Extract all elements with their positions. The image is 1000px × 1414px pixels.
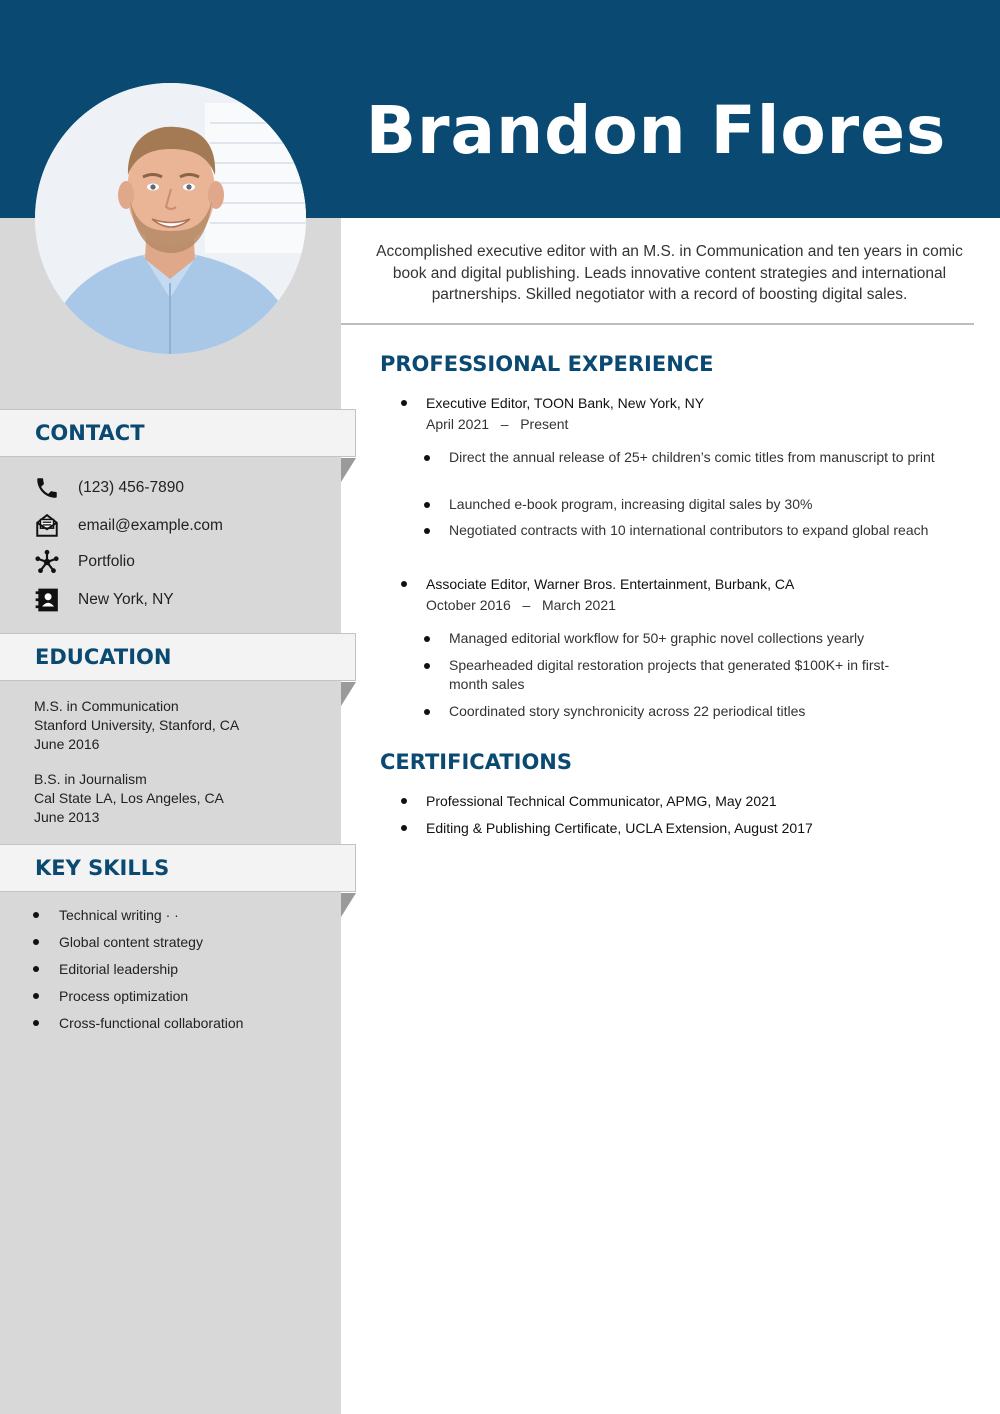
education-date: June 2016 — [34, 736, 100, 752]
education-school: Stanford University, Stanford, CA — [34, 717, 240, 733]
education-header-fold — [341, 682, 356, 706]
job-entry — [401, 395, 704, 432]
phone-text: (123) 456-7890 — [78, 479, 184, 496]
education-title: EDUCATION — [35, 645, 172, 669]
phone-icon — [33, 474, 61, 502]
skill-item — [33, 907, 179, 923]
job-role: Associate Editor, Warner Bros. Entertainment, Burbank, CA — [426, 576, 795, 592]
skill-item — [33, 988, 188, 1004]
bullet-dot — [424, 502, 430, 508]
certification-item — [401, 793, 777, 809]
education-item — [34, 770, 224, 827]
skills-title: KEY SKILLS — [35, 856, 170, 880]
job-bullet — [424, 448, 944, 467]
bullet-dot — [33, 1020, 39, 1026]
job-role: Executive Editor, TOON Bank, New York, NY — [426, 395, 705, 411]
date-separator: – — [500, 416, 509, 432]
profile-photo — [35, 83, 306, 354]
bullet-dot — [424, 709, 430, 715]
job-end: Present — [520, 416, 569, 432]
summary-divider — [341, 323, 974, 325]
envelope-icon — [33, 512, 61, 540]
certification-text: Professional Technical Communicator, APMG, May 2021 — [426, 793, 777, 809]
education-section-header — [0, 633, 356, 681]
contact-email[interactable] — [33, 512, 223, 540]
job-end: March 2021 — [541, 597, 616, 613]
experience-title: PROFESSIONAL EXPERIENCE — [380, 352, 714, 376]
skill-text: Technical writing · · — [59, 907, 179, 923]
education-degree: B.S. in Journalism — [34, 771, 147, 787]
skills-header-fold — [341, 893, 356, 917]
bullet-dot — [424, 663, 430, 669]
skill-item — [33, 934, 203, 950]
certifications-title: CERTIFICATIONS — [380, 750, 573, 774]
job-bullet — [424, 656, 894, 694]
bullet-dot — [424, 528, 430, 534]
bullet-text: Managed editorial workflow for 50+ graphic novel collections yearly — [449, 630, 865, 646]
education-degree: M.S. in Communication — [34, 698, 179, 714]
bullet-dot — [424, 636, 430, 642]
network-icon — [33, 548, 61, 576]
job-bullet — [424, 521, 944, 540]
location-text: New York, NY — [78, 591, 174, 608]
skill-text: Cross-functional collaboration — [59, 1015, 244, 1031]
job-dates — [426, 416, 704, 432]
certification-text: Editing & Publishing Certificate, UCLA Extension, August 2017 — [426, 820, 813, 836]
date-separator: – — [522, 597, 531, 613]
skill-item — [33, 961, 178, 977]
bullet-dot — [33, 939, 39, 945]
job-bullet — [424, 629, 944, 648]
certification-item — [401, 820, 813, 836]
bullet-dot — [33, 966, 39, 972]
skill-text: Editorial leadership — [59, 961, 179, 977]
contact-card-icon — [33, 586, 61, 614]
skill-text: Global content strategy — [59, 934, 203, 950]
contact-portfolio[interactable] — [33, 548, 135, 576]
education-school: Cal State LA, Los Angeles, CA — [34, 790, 224, 806]
job-dates — [426, 597, 794, 613]
email-text[interactable]: email@example.com — [78, 517, 223, 534]
bullet-text: Negotiated contracts with 10 international contributors to expand global reach — [449, 522, 929, 538]
job-start: October 2016 — [426, 597, 511, 613]
bullet-dot — [401, 400, 407, 406]
bullet-text: Coordinated story synchronicity across 22 periodical titles — [449, 703, 806, 719]
bullet-dot — [424, 455, 430, 461]
skills-section-header — [0, 844, 356, 892]
bullet-dot — [33, 912, 39, 918]
contact-phone — [33, 474, 184, 502]
professional-summary: Accomplished executive editor with an M.S. in Communication and ten years in comic book and digital publishing. Leads innovative content strategies and international partnerships. Skilled negotiator with a record of boosting digital sales. — [376, 243, 963, 303]
job-bullet — [424, 702, 944, 721]
contact-location — [33, 586, 174, 614]
bullet-dot — [401, 798, 407, 804]
contact-section-header — [0, 409, 356, 457]
job-start: April 2021 — [426, 416, 490, 432]
bullet-dot — [401, 581, 407, 587]
bullet-text: Spearheaded digital restoration projects that generated $100K+ in first-month sales — [449, 657, 890, 692]
job-entry — [401, 576, 794, 613]
bullet-text: Direct the annual release of 25+ children’s comic titles from manuscript to print — [449, 449, 935, 465]
education-item — [34, 697, 239, 754]
bullet-dot — [401, 825, 407, 831]
bullet-text: Launched e-book program, increasing digital sales by 30% — [449, 496, 813, 512]
contact-header-fold — [341, 458, 356, 482]
bullet-dot — [33, 993, 39, 999]
job-bullet — [424, 495, 944, 514]
skill-item — [33, 1015, 243, 1031]
portfolio-text[interactable]: Portfolio — [78, 553, 135, 570]
skill-text: Process optimization — [59, 988, 189, 1004]
contact-title: CONTACT — [35, 421, 145, 445]
education-date: June 2013 — [34, 809, 100, 825]
candidate-name: Brandon Flores — [365, 92, 947, 169]
